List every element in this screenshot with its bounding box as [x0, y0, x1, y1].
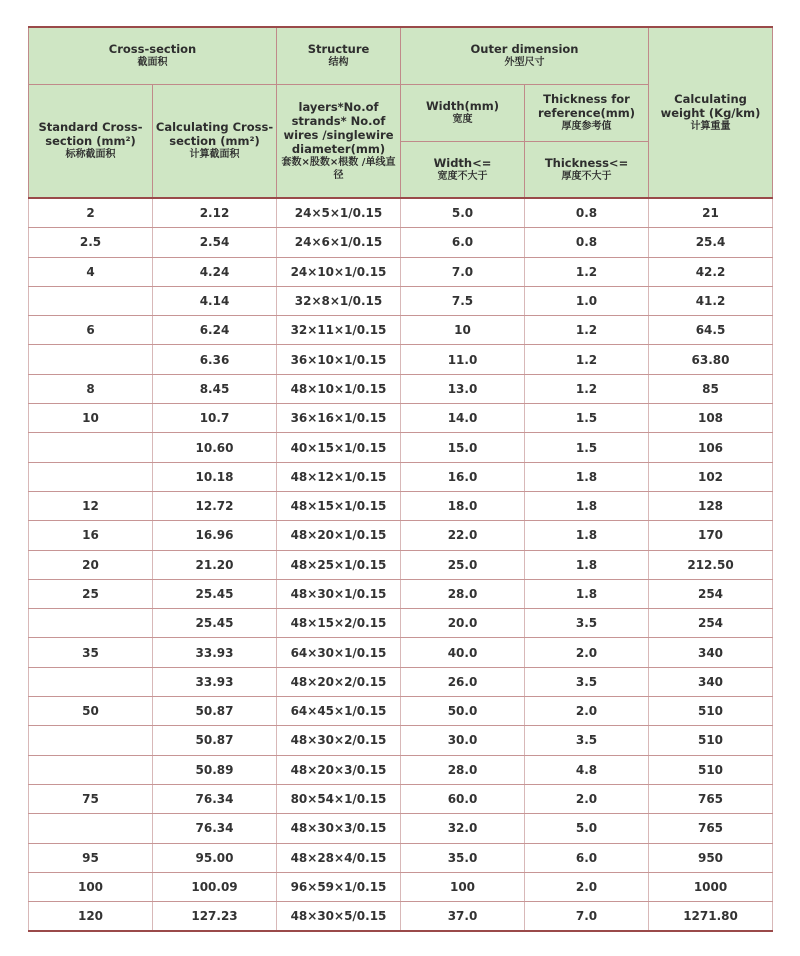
cell-thickness: 2.0 [525, 784, 649, 813]
cell-width: 30.0 [401, 726, 525, 755]
cell-weight: 85 [649, 374, 773, 403]
cell-thickness: 1.8 [525, 550, 649, 579]
header-width [401, 84, 525, 141]
header-thickness-max-en: Thickness<= [544, 155, 629, 170]
table-row [29, 638, 773, 667]
cell-calculating-cs: 33.93 [153, 638, 277, 667]
cell-width: 50.0 [401, 697, 525, 726]
cell-structure: 36×16×1/0.15 [277, 404, 401, 433]
cell-structure: 64×30×1/0.15 [277, 638, 401, 667]
cell-weight: 254 [649, 609, 773, 638]
cell-weight: 950 [649, 843, 773, 872]
cell-thickness: 1.2 [525, 257, 649, 286]
cell-thickness: 7.0 [525, 902, 649, 932]
cell-structure: 64×45×1/0.15 [277, 697, 401, 726]
cell-standard-cs [29, 286, 153, 315]
cell-standard-cs: 10 [29, 404, 153, 433]
cell-width: 7.0 [401, 257, 525, 286]
header-calculating-cs-cn: 计算截面积 [189, 149, 240, 161]
cell-standard-cs [29, 726, 153, 755]
cell-width: 20.0 [401, 609, 525, 638]
cell-thickness: 1.0 [525, 286, 649, 315]
header-weight-cn: 计算重量 [690, 121, 731, 132]
cell-weight: 765 [649, 784, 773, 813]
header-width-cn: 宽度 [452, 114, 473, 125]
cell-thickness: 1.8 [525, 491, 649, 520]
cell-weight: 108 [649, 404, 773, 433]
cell-width: 28.0 [401, 755, 525, 784]
cell-width: 15.0 [401, 433, 525, 462]
cell-calculating-cs: 100.09 [153, 872, 277, 901]
cell-weight: 340 [649, 638, 773, 667]
cell-standard-cs [29, 462, 153, 491]
cell-calculating-cs: 76.34 [153, 814, 277, 843]
cell-calculating-cs: 10.7 [153, 404, 277, 433]
table-row [29, 726, 773, 755]
cell-thickness: 1.2 [525, 374, 649, 403]
table-header [29, 27, 773, 198]
table-row [29, 902, 773, 932]
cell-calculating-cs: 8.45 [153, 374, 277, 403]
cell-thickness: 2.0 [525, 697, 649, 726]
cell-weight: 64.5 [649, 316, 773, 345]
cell-calculating-cs: 2.12 [153, 198, 277, 228]
table-row [29, 814, 773, 843]
cell-weight: 42.2 [649, 257, 773, 286]
cell-calculating-cs: 6.36 [153, 345, 277, 374]
header-outer-dimension-en: Outer dimension [470, 42, 579, 57]
table-row [29, 550, 773, 579]
table-row [29, 491, 773, 520]
table-row [29, 374, 773, 403]
cell-standard-cs: 95 [29, 843, 153, 872]
table-row [29, 609, 773, 638]
cell-structure: 80×54×1/0.15 [277, 784, 401, 813]
header-outer-dimension-cn: 外型尺寸 [504, 57, 545, 69]
header-structure-en: Structure [307, 42, 370, 57]
header-width-max-en: Width<= [433, 155, 492, 170]
header-width-en: Width(mm) [425, 99, 500, 113]
cell-weight: 765 [649, 814, 773, 843]
cell-thickness: 1.5 [525, 404, 649, 433]
table-row [29, 316, 773, 345]
cell-calculating-cs: 95.00 [153, 843, 277, 872]
cell-standard-cs [29, 667, 153, 696]
header-structure-detail-en: layers*No.of strands* No.of wires /singlewire diameter(mm) [283, 99, 394, 156]
cell-thickness: 1.2 [525, 345, 649, 374]
header-thickness-max [525, 141, 649, 198]
cell-weight: 212.50 [649, 550, 773, 579]
cell-standard-cs: 75 [29, 784, 153, 813]
cell-thickness: 3.5 [525, 609, 649, 638]
cell-structure: 24×6×1/0.15 [277, 228, 401, 257]
header-standard-cs-cn: 标称截面积 [65, 149, 116, 161]
cell-weight: 510 [649, 726, 773, 755]
cell-thickness: 1.8 [525, 462, 649, 491]
cell-standard-cs: 16 [29, 521, 153, 550]
header-calculating-cs-en: Calculating Cross-section (mm²) [155, 120, 274, 149]
table-row [29, 462, 773, 491]
cell-standard-cs: 2.5 [29, 228, 153, 257]
table-row [29, 667, 773, 696]
header-structure [277, 27, 401, 84]
cell-structure: 32×11×1/0.15 [277, 316, 401, 345]
table-row [29, 404, 773, 433]
cell-structure: 48×10×1/0.15 [277, 374, 401, 403]
cell-standard-cs: 6 [29, 316, 153, 345]
cell-structure: 36×10×1/0.15 [277, 345, 401, 374]
table-row [29, 843, 773, 872]
cell-calculating-cs: 2.54 [153, 228, 277, 257]
cell-thickness: 1.2 [525, 316, 649, 345]
table-row [29, 755, 773, 784]
header-cross-section-en: Cross-section [108, 42, 197, 57]
cell-width: 7.5 [401, 286, 525, 315]
cell-standard-cs [29, 814, 153, 843]
cell-thickness: 1.5 [525, 433, 649, 462]
cell-structure: 40×15×1/0.15 [277, 433, 401, 462]
header-weight-en: Calculating weight (Kg/km) [660, 92, 761, 120]
header-standard-cs [29, 84, 153, 198]
cell-calculating-cs: 10.60 [153, 433, 277, 462]
cell-width: 18.0 [401, 491, 525, 520]
table-row [29, 286, 773, 315]
cell-width: 100 [401, 872, 525, 901]
cell-weight: 254 [649, 579, 773, 608]
cell-width: 14.0 [401, 404, 525, 433]
cell-weight: 170 [649, 521, 773, 550]
cell-thickness: 1.8 [525, 521, 649, 550]
cell-calculating-cs: 12.72 [153, 491, 277, 520]
cell-calculating-cs: 4.14 [153, 286, 277, 315]
cell-structure: 32×8×1/0.15 [277, 286, 401, 315]
cell-thickness: 6.0 [525, 843, 649, 872]
header-outer-dimension [401, 27, 649, 84]
cell-thickness: 0.8 [525, 228, 649, 257]
header-thickness-cn: 厚度参考值 [561, 121, 612, 132]
cell-weight: 510 [649, 755, 773, 784]
cell-weight: 63.80 [649, 345, 773, 374]
cell-calculating-cs: 6.24 [153, 316, 277, 345]
cell-width: 60.0 [401, 784, 525, 813]
cell-width: 16.0 [401, 462, 525, 491]
cell-calculating-cs: 4.24 [153, 257, 277, 286]
cell-width: 13.0 [401, 374, 525, 403]
table-row [29, 257, 773, 286]
cell-standard-cs: 100 [29, 872, 153, 901]
cell-standard-cs [29, 609, 153, 638]
cell-weight: 1000 [649, 872, 773, 901]
cell-structure: 48×30×2/0.15 [277, 726, 401, 755]
table-row [29, 198, 773, 228]
cell-structure: 48×20×3/0.15 [277, 755, 401, 784]
cell-calculating-cs: 16.96 [153, 521, 277, 550]
cell-structure: 48×12×1/0.15 [277, 462, 401, 491]
cell-width: 25.0 [401, 550, 525, 579]
cell-calculating-cs: 25.45 [153, 579, 277, 608]
table-row [29, 579, 773, 608]
table-body [29, 198, 773, 931]
header-structure-detail [277, 84, 401, 198]
header-thickness-en: Thickness for reference(mm) [537, 92, 636, 120]
cell-standard-cs [29, 755, 153, 784]
cell-standard-cs: 25 [29, 579, 153, 608]
cell-weight: 128 [649, 491, 773, 520]
cell-structure: 48×30×1/0.15 [277, 579, 401, 608]
header-thickness-max-cn: 厚度不大于 [561, 170, 612, 182]
cell-structure: 24×10×1/0.15 [277, 257, 401, 286]
table-row [29, 345, 773, 374]
cell-standard-cs: 8 [29, 374, 153, 403]
cell-thickness: 1.8 [525, 579, 649, 608]
cell-width: 26.0 [401, 667, 525, 696]
cell-weight: 340 [649, 667, 773, 696]
cell-standard-cs: 20 [29, 550, 153, 579]
cell-width: 5.0 [401, 198, 525, 228]
cell-structure: 48×28×4/0.15 [277, 843, 401, 872]
cell-thickness: 3.5 [525, 667, 649, 696]
cell-structure: 48×15×1/0.15 [277, 491, 401, 520]
cell-standard-cs: 50 [29, 697, 153, 726]
cell-weight: 102 [649, 462, 773, 491]
cell-structure: 96×59×1/0.15 [277, 872, 401, 901]
table-row [29, 697, 773, 726]
cell-weight: 106 [649, 433, 773, 462]
header-width-max [401, 141, 525, 198]
cell-width: 32.0 [401, 814, 525, 843]
cell-width: 10 [401, 316, 525, 345]
cell-thickness: 5.0 [525, 814, 649, 843]
header-width-max-cn: 宽度不大于 [437, 170, 488, 182]
table-row [29, 784, 773, 813]
cell-standard-cs: 35 [29, 638, 153, 667]
cell-width: 35.0 [401, 843, 525, 872]
cell-standard-cs: 4 [29, 257, 153, 286]
cell-thickness: 4.8 [525, 755, 649, 784]
cell-calculating-cs: 50.87 [153, 726, 277, 755]
cell-structure: 24×5×1/0.15 [277, 198, 401, 228]
cell-width: 11.0 [401, 345, 525, 374]
header-cross-section-cn: 截面积 [137, 57, 168, 69]
header-thickness [525, 84, 649, 141]
cell-calculating-cs: 50.87 [153, 697, 277, 726]
cell-structure: 48×25×1/0.15 [277, 550, 401, 579]
cell-calculating-cs: 127.23 [153, 902, 277, 932]
cell-structure: 48×20×1/0.15 [277, 521, 401, 550]
cell-calculating-cs: 25.45 [153, 609, 277, 638]
cell-calculating-cs: 21.20 [153, 550, 277, 579]
table-row [29, 228, 773, 257]
cell-thickness: 2.0 [525, 872, 649, 901]
cell-weight: 1271.80 [649, 902, 773, 932]
header-calculating-cs [153, 84, 277, 198]
table-row [29, 872, 773, 901]
cell-thickness: 2.0 [525, 638, 649, 667]
cell-standard-cs [29, 345, 153, 374]
cell-width: 6.0 [401, 228, 525, 257]
header-standard-cs-en: Standard Cross-section (mm²) [38, 120, 143, 149]
cell-thickness: 3.5 [525, 726, 649, 755]
header-weight [649, 27, 773, 198]
cell-thickness: 0.8 [525, 198, 649, 228]
cell-calculating-cs: 76.34 [153, 784, 277, 813]
cell-structure: 48×20×2/0.15 [277, 667, 401, 696]
spec-table [28, 26, 773, 932]
cell-width: 37.0 [401, 902, 525, 932]
header-structure-cn: 结构 [328, 57, 349, 69]
cell-standard-cs: 2 [29, 198, 153, 228]
cell-structure: 48×30×5/0.15 [277, 902, 401, 932]
cell-calculating-cs: 10.18 [153, 462, 277, 491]
header-structure-detail-cn: 套数×股数×根数 /单线直径 [281, 156, 396, 181]
cell-weight: 41.2 [649, 286, 773, 315]
table-row [29, 521, 773, 550]
cell-weight: 25.4 [649, 228, 773, 257]
cell-structure: 48×15×2/0.15 [277, 609, 401, 638]
cell-weight: 21 [649, 198, 773, 228]
cell-standard-cs [29, 433, 153, 462]
cell-standard-cs: 12 [29, 491, 153, 520]
cell-width: 40.0 [401, 638, 525, 667]
cell-standard-cs: 120 [29, 902, 153, 932]
cell-width: 22.0 [401, 521, 525, 550]
header-cross-section [29, 27, 277, 84]
cell-width: 28.0 [401, 579, 525, 608]
cell-calculating-cs: 50.89 [153, 755, 277, 784]
cell-weight: 510 [649, 697, 773, 726]
cell-structure: 48×30×3/0.15 [277, 814, 401, 843]
table-row [29, 433, 773, 462]
cell-calculating-cs: 33.93 [153, 667, 277, 696]
